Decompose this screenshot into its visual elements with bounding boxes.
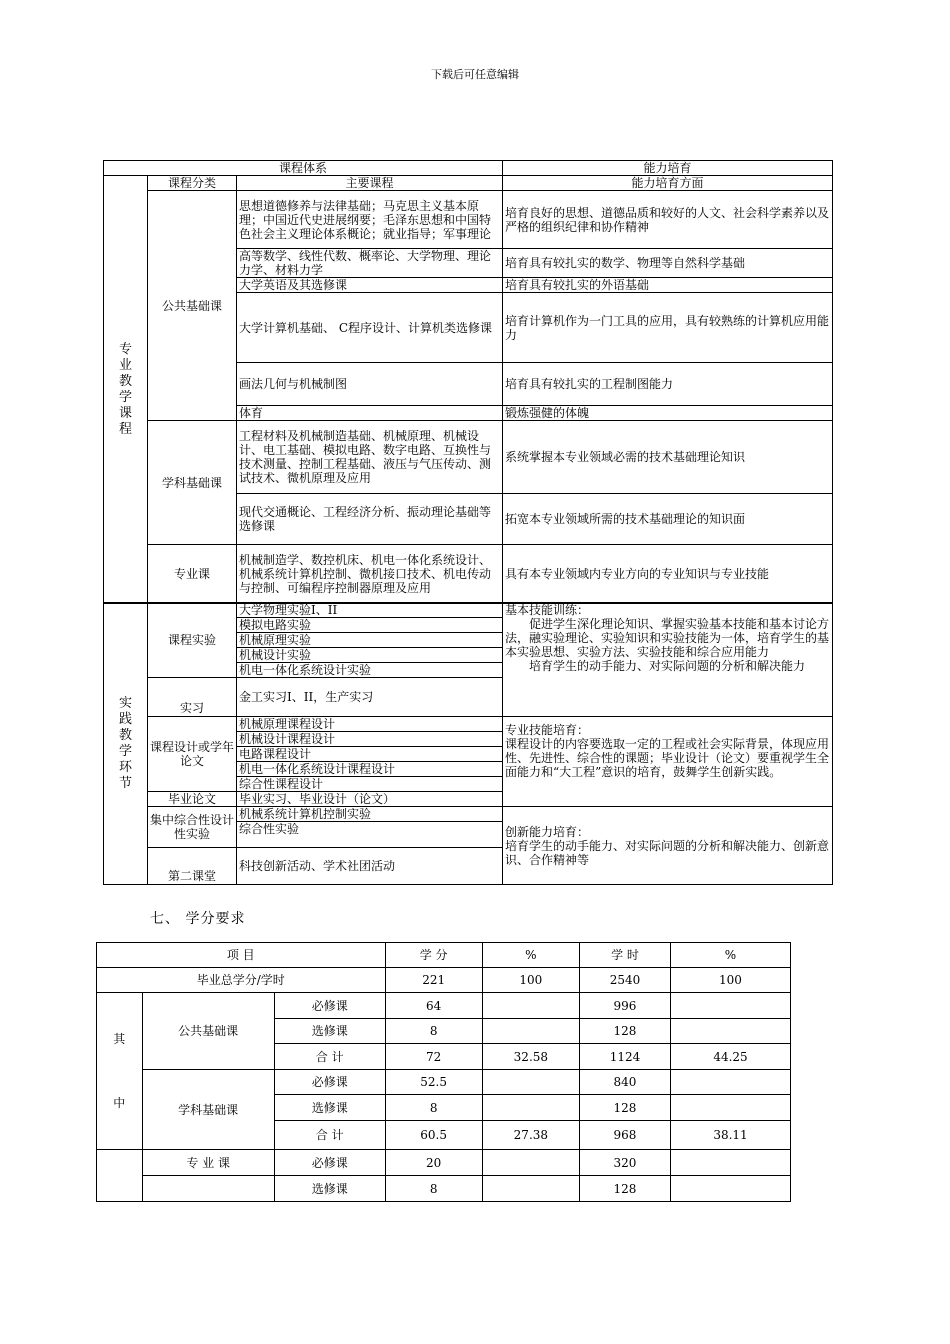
total-pct-hours: 100 — [670, 968, 790, 993]
row-pct-credit — [482, 1150, 579, 1176]
course-cell: 机械制造学、数控机床、机电一体化系统设计、机械系统计算机控制、微机接口技术、机电传动与控制、可编程序控制器原理及应用 — [237, 545, 503, 604]
row-pct-hours — [670, 1176, 790, 1202]
row-pct-credit: 32.58 — [482, 1044, 579, 1070]
thesis-label: 毕业论文 — [148, 792, 237, 807]
course-cell: 综合性课程设计 — [237, 777, 503, 792]
row-credit: 64 — [385, 993, 482, 1019]
course-cell: 模拟电路实验 — [237, 618, 503, 633]
course-cell: 综合性实验 — [237, 822, 503, 848]
group-name: 学科基础课 — [142, 1070, 274, 1150]
course-experiment-label: 课程实验 — [148, 603, 237, 678]
course-cell: 机电一体化系统设计课程设计 — [237, 762, 503, 777]
total-credit: 221 — [385, 968, 482, 993]
row-pct-hours — [670, 1095, 790, 1121]
second-class-label: 第二课堂 — [148, 848, 237, 885]
public-basic-label: 公共基础课 — [148, 191, 237, 421]
curriculum-table — [103, 160, 833, 604]
row-credit: 20 — [385, 1150, 482, 1176]
course-cell: 机械设计课程设计 — [237, 732, 503, 747]
group-name: 专 业 课 — [142, 1150, 274, 1176]
ability-cell: 培育计算机作为一门工具的应用，具有较熟练的计算机应用能力 — [503, 293, 833, 363]
among-label-cont — [97, 1150, 143, 1202]
row-pct-hours — [670, 993, 790, 1019]
among-label: 其 中 — [97, 993, 143, 1150]
row-hours: 996 — [579, 993, 670, 1019]
row-credit: 8 — [385, 1095, 482, 1121]
course-cell: 体育 — [237, 406, 503, 421]
row-pct-credit — [482, 1176, 579, 1202]
col-ability-aspect: 能力培育方面 — [503, 176, 833, 191]
row-hours: 128 — [579, 1176, 670, 1202]
internship-label: 实习 — [148, 678, 237, 717]
design-label: 课程设计或学年论文 — [148, 717, 237, 792]
course-cell: 大学英语及其选修课 — [237, 278, 503, 293]
col-credit: 学 分 — [385, 943, 482, 968]
practice-table — [103, 602, 833, 885]
group-name: 公共基础课 — [142, 993, 274, 1070]
row-type: 必修课 — [274, 993, 385, 1019]
row-type: 必修课 — [274, 1070, 385, 1095]
course-cell: 大学计算机基础、 C程序设计、计算机类选修课 — [237, 293, 503, 363]
total-label: 毕业总学分/学时 — [97, 968, 386, 993]
practice-label: 实践教学环节 — [118, 695, 132, 791]
row-credit: 8 — [385, 1019, 482, 1044]
credit-table — [96, 942, 791, 1202]
row-pct-credit: 27.38 — [482, 1121, 579, 1150]
course-cell: 机械系统计算机控制实验 — [237, 807, 503, 822]
course-cell: 毕业实习、毕业设计（论文） — [237, 792, 503, 807]
row-credit: 72 — [385, 1044, 482, 1070]
ability-professional-skills: 专业技能培育： 课程设计的内容要选取一定的工程或社会实际背景，体现应用性、先进性、综合性的课题；毕业设计（论文）要重视学生全面能力和“大工程”意识的培育，鼓舞学生创新实践。 — [503, 717, 833, 807]
row-hours: 320 — [579, 1150, 670, 1176]
course-cell: 大学物理实验I、II — [237, 603, 503, 618]
course-cell: 画法几何与机械制图 — [237, 363, 503, 406]
row-pct-credit — [482, 1070, 579, 1095]
col-item: 项 目 — [97, 943, 386, 968]
row-hours: 128 — [579, 1019, 670, 1044]
course-cell: 机电一体化系统设计实验 — [237, 663, 503, 678]
ability-cell: 培育具有较扎实的工程制图能力 — [503, 363, 833, 406]
course-cell: 机械设计实验 — [237, 648, 503, 663]
course-cell: 现代交通概论、工程经济分析、振动理论基础等选修课 — [237, 494, 503, 545]
course-cell: 电路课程设计 — [237, 747, 503, 762]
course-cell: 高等数学、线性代数、概率论、大学物理、理论力学、材料力学 — [237, 249, 503, 278]
row-hours: 1124 — [579, 1044, 670, 1070]
prof-course-label: 专业教学课程 — [118, 341, 132, 437]
course-cell: 机械原理实验 — [237, 633, 503, 648]
practice-group — [104, 603, 148, 885]
row-type: 选修课 — [274, 1019, 385, 1044]
ability-cell: 锻炼强健的体魄 — [503, 406, 833, 421]
ability-innovation: 创新能力培育： 培育学生的动手能力、对实际问题的分析和解决能力、创新意识、合作精神等 — [503, 807, 833, 885]
ability-cell: 培育具有较扎实的外语基础 — [503, 278, 833, 293]
ability-basic-skills: 基本技能训练： 促进学生深化理论知识、掌握实验基本技能和基本讨论方法，融实验理论、实验知识和实验技能为一体，培育学生的基本实验思想、实验方法、实验技能和综合应用能力 培育学生的动手能力、对实际问题的分析和解决能力 — [503, 603, 833, 717]
course-cell: 思想道德修养与法律基础；马克思主义基本原理；中国近代史进展纲要；毛泽东思想和中国特色社会主义理论体系概论；就业指导；军事理论 — [237, 191, 503, 249]
row-hours: 968 — [579, 1121, 670, 1150]
course-cell: 机械原理课程设计 — [237, 717, 503, 732]
specialty-label: 专业课 — [148, 545, 237, 604]
col-hours: 学 时 — [579, 943, 670, 968]
col-pct-credit: % — [482, 943, 579, 968]
row-credit: 8 — [385, 1176, 482, 1202]
discipline-basic-label: 学科基础课 — [148, 421, 237, 545]
row-type: 必修课 — [274, 1150, 385, 1176]
ability-cell: 具有本专业领域内专业方向的专业知识与专业技能 — [503, 545, 833, 604]
ability-cell: 培育良好的思想、道德品质和较好的人文、社会科学素养以及严格的组织纪律和协作精神 — [503, 191, 833, 249]
integrated-exp-label: 集中综合性设计性实验 — [148, 807, 237, 848]
row-credit: 60.5 — [385, 1121, 482, 1150]
col-pct-hours: % — [670, 943, 790, 968]
row-pct-credit — [482, 1019, 579, 1044]
row-pct-hours: 38.11 — [670, 1121, 790, 1150]
row-pct-credit — [482, 1095, 579, 1121]
course-cell: 工程材料及机械制造基础、机械原理、机械设计、电工基础、模拟电路、数字电路、互换性与技术测量、控制工程基础、液压与气压传动、测试技术、微机原理及应用 — [237, 421, 503, 494]
row-hours: 840 — [579, 1070, 670, 1095]
row-pct-hours — [670, 1070, 790, 1095]
row-type: 合 计 — [274, 1044, 385, 1070]
ability-cell: 拓宽本专业领域所需的技术基础理论的知识面 — [503, 494, 833, 545]
row-pct-credit — [482, 993, 579, 1019]
total-hours: 2540 — [579, 968, 670, 993]
row-hours: 128 — [579, 1095, 670, 1121]
course-cell: 金工实习I、II，生产实习 — [237, 678, 503, 717]
row-credit: 52.5 — [385, 1070, 482, 1095]
group-name-cont — [142, 1176, 274, 1202]
row-type: 选修课 — [274, 1176, 385, 1202]
row-type: 选修课 — [274, 1095, 385, 1121]
row-pct-hours: 44.25 — [670, 1044, 790, 1070]
row-pct-hours — [670, 1019, 790, 1044]
row-type: 合 计 — [274, 1121, 385, 1150]
page-header-note: 下载后可任意编辑 — [431, 68, 519, 81]
header-course-system: 课程体系 — [104, 161, 503, 176]
course-cell: 科技创新活动、学术社团活动 — [237, 848, 503, 885]
prof-course-group — [104, 176, 148, 604]
ability-cell: 系统掌握本专业领域必需的技术基础理论知识 — [503, 421, 833, 494]
col-main-course: 主要课程 — [237, 176, 503, 191]
header-ability: 能力培育 — [503, 161, 833, 176]
ability-cell: 培育具有较扎实的数学、物理等自然科学基础 — [503, 249, 833, 278]
col-category: 课程分类 — [148, 176, 237, 191]
section-title: 七、 学分要求 — [150, 911, 246, 927]
row-pct-hours — [670, 1150, 790, 1176]
total-pct-credit: 100 — [482, 968, 579, 993]
